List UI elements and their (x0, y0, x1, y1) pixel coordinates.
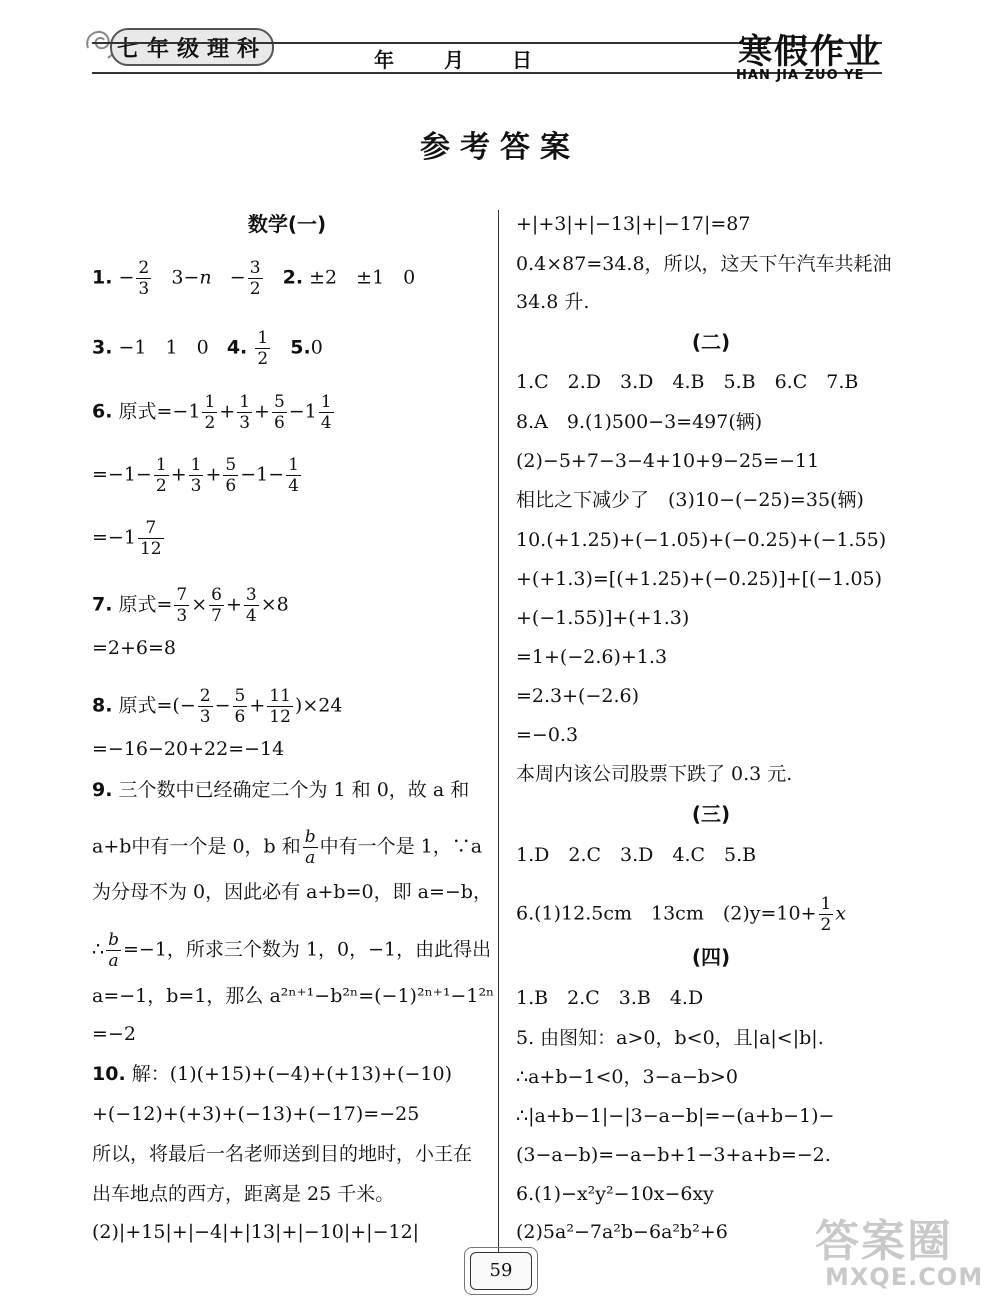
answer-line-q10-4: 出车地点的西方，距离是 25 千米。 (92, 1183, 395, 1205)
fraction: $\frac{2}{3}$ (138, 258, 150, 299)
grade-badge: 七年级理科 (110, 28, 274, 66)
answer-line-s4-1: 1.B 2.C 3.B 4.D (516, 987, 704, 1009)
column-divider (498, 210, 499, 1255)
answer-line-s4-5: (3−a−b)=−a−b+1−3+a+b=−2. (516, 1144, 831, 1166)
answer-line-s4-3: ∴a+b−1<0，3−a−b>0 (516, 1066, 738, 1088)
answer-line-s3-1: 1.D 2.C 3.D 4.C 5.B (516, 844, 757, 866)
answer-line-q6-1: 6. 原式=−1 $\frac{1}{2}$ + $\frac{1}{3}$ + $\frac{5}{6}$ −1 $\frac{1}{4}$ (92, 392, 332, 433)
answer-line-q6-3: =−1 $\frac{7}{12}$ (92, 518, 162, 559)
answer-line-s4-7: (2)5a²−7a²b−6a²b²+6 (516, 1221, 728, 1243)
answer-line-s4-4: ∴|a+b−1|−|3−a−b|=−(a+b−1)− (516, 1105, 835, 1127)
answer-line-r1: +|+3|+|−13|+|−17|=87 (516, 213, 751, 235)
section-heading-2: (二) (691, 330, 731, 354)
date-year-label: 年 (374, 48, 394, 72)
answer-line-s4-2: 5. 由图知：a>0，b<0，且|a|<|b|. (516, 1027, 824, 1049)
answer-line-s2-8: =1+(−2.6)+1.3 (516, 646, 668, 668)
watermark-logo (815, 1205, 990, 1300)
answer-line-s2-2: 8.A 9.(1)500−3=497(辆) (516, 411, 763, 433)
answer-line-q10-1: 10. 解：(1)(+15)+(−4)+(+13)+(−10) (92, 1063, 452, 1085)
answer-line-1: 1. − $\frac{2}{3}$ 3−n − $\frac{3}{2}$ 2. ±2 ±1 0 (92, 258, 416, 299)
answer-line-q8-1: 8. 原式=(− $\frac{2}{3}$ − $\frac{5}{6}$ + $\frac{11}{12}$ )×24 (92, 686, 343, 727)
answer-line-s2-4: 相比之下减少了 (3)10−(−25)=35(辆) (516, 489, 864, 511)
answer-line-q9-4: ∴ $\frac{b}{a}$ =−1，所求三个数为 1，0，−1，由此得出 (92, 930, 492, 971)
answer-line-s2-3: (2)−5+7−3−4+10+9−25=−11 (516, 450, 820, 472)
answer-line-q7-1: 7. 原式= $\frac{7}{3}$ × $\frac{6}{7}$ + $\frac{3}{4}$ ×8 (92, 585, 289, 626)
answer-line-q7-2: =2+6=8 (92, 637, 177, 659)
fraction: $\frac{1}{2}$ (257, 328, 269, 369)
page-title: 参考答案 (420, 130, 580, 165)
answer-line-q6-2: =−1− $\frac{1}{2}$ + $\frac{1}{3}$ + $\frac{5}{6}$ −1− $\frac{1}{4}$ (92, 455, 299, 496)
answer-line-q9-1: 9. 三个数中已经确定二个为 1 和 0，故 a 和 (92, 779, 470, 801)
fraction: $\frac{3}{2}$ (249, 258, 261, 299)
answer-line-s2-11: 本周内该公司股票下跌了 0.3 元. (516, 763, 793, 785)
answer-line-s2-5: 10.(+1.25)+(−1.05)+(−0.25)+(−1.55) (516, 529, 887, 551)
page-number: 59 (470, 1252, 532, 1290)
answer-line-q10-5: (2)|+15|+|−4|+|13|+|−10|+|−12| (92, 1221, 420, 1243)
section-heading-1: 数学(一) (247, 212, 327, 236)
watermark-url: MXQE.COM (825, 1263, 984, 1291)
answer-line-s2-1: 1.C 2.D 3.D 4.B 5.B 6.C 7.B (516, 371, 859, 393)
date-month-label: 月 (444, 48, 464, 72)
answer-line-q9-3: 为分母不为 0，因此必有 a+b=0，即 a=−b， (92, 881, 492, 903)
watermark-text: 答案圈 (815, 1216, 953, 1267)
page-header (0, 0, 1000, 90)
answer-line-q10-3: 所以，将最后一名老师送到目的地时，小王在 (92, 1143, 473, 1165)
answer-line-s2-6: +(+1.3)=[(+1.25)+(−0.25)]+[(−1.05) (516, 568, 883, 590)
date-day-label: 日 (512, 48, 532, 72)
brand-subtitle: HAN JIA ZUO YE (736, 68, 865, 83)
section-heading-4: (四) (691, 945, 731, 969)
answer-line-q10-2: +(−12)+(+3)+(−13)+(−17)=−25 (92, 1103, 420, 1125)
answer-line-s4-6: 6.(1)−x²y²−10x−6xy (516, 1183, 714, 1205)
answer-line-s3-2: 6.(1)12.5cm 13cm (2)y=10+ $\frac{1}{2}$ x (516, 894, 847, 935)
brand-title: 寒假作业 (738, 32, 882, 72)
answer-line-r2: 0.4×87=34.8，所以，这天下午汽车共耗油 (516, 253, 892, 275)
answer-line-q8-2: =−16−20+22=−14 (92, 738, 285, 760)
section-heading-3: (三) (691, 802, 731, 826)
answer-line-q9-2: a+b中有一个是 0，b 和 $\frac{b}{a}$ 中有一个是 1，∵a (92, 827, 483, 868)
answer-line-q9-6: =−2 (92, 1023, 136, 1045)
answer-line-2: 3. −1 1 0 4. $\frac{1}{2}$ 5.0 (92, 328, 323, 369)
answer-line-r3: 34.8 升. (516, 291, 590, 313)
answer-line-q9-5: a=−1，b=1，那么 a²ⁿ⁺¹−b²ⁿ=(−1)²ⁿ⁺¹−1²ⁿ (92, 985, 495, 1007)
answer-line-s2-9: =2.3+(−2.6) (516, 685, 640, 707)
answer-line-s2-7: +(−1.55)]+(+1.3) (516, 607, 690, 629)
answer-line-s2-10: =−0.3 (516, 724, 579, 746)
